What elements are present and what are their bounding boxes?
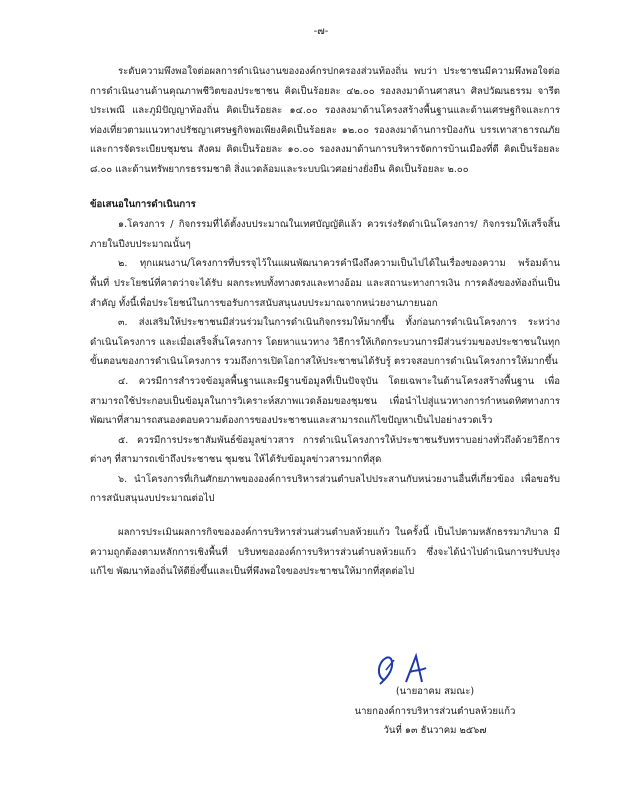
signer-position: นายกองค์การบริหารส่วนตำบลห้วยแก้ว bbox=[354, 705, 516, 717]
recommendation-item-2: ๒. ทุกแผนงาน/โครงการที่บรรจุไว้ในแผนพัฒนาควรคำนึงถึงความเป็นไปได้ในเรื่องของความ พร้อมด้านพื้นที่ ประโยชน์ที่คาดว่าจะได้รับ ผลกระทบทั้งทางตรงและทางอ้อม และสถานะทางการเงิน การคลังของท้องถิ่นเป็นสำคัญ ทั้งนี้เพื่อประโยชน์ในการขอรับการสนับสนุนงบประมาณจากหน่วยงานภายนอก bbox=[90, 258, 560, 309]
signer-name: (นายอาคม สมณะ) bbox=[395, 686, 475, 697]
recommendation-item-6: ๖. นำโครงการที่เกินศักยภาพขององค์การบริหารส่วนตำบลไปประสานกับหน่วยงานอื่นที่เกี่ยวข้อง เพื่อขอรับการสนับสนุนงบประมาณต่อไป bbox=[90, 473, 560, 505]
document-body bbox=[90, 62, 560, 582]
conclusion-paragraph: ผลการประเมินผลการกิจขององค์การบริหารส่วนส่วนตำบลห้วยแก้ว ในครั้งนี้ เป็นไปตามหลักธรรมาภิบาล มีความถูกต้องตามหลักการเชิงพื้นที่ บริบทขององค์การบริหารส่วนตำบลห้วยแก้ว ซึ่งจะได้นำไปดำเนินการปรับปรุง แก้ไข พัฒนาท้องถิ่นให้ดียิ่งขึ้นและเป็นที่พึงพอใจของประชาชนให้มากที่สุดต่อไป bbox=[90, 527, 560, 578]
section-heading: ข้อเสนอในการดำเนินการ bbox=[90, 198, 196, 210]
recommendation-item-5: ๕. ควรมีการประชาสัมพันธ์ข้อมูลข่าวสาร การดำเนินโครงการให้ประชาชนรับทราบอย่างทั่วถึงด้วยวิธีการต่างๆ ที่สามารถเข้าถึงประชาชน ชุมชน ให้ได้รับข้อมูลข่าวสารมากที่สุด bbox=[90, 434, 560, 466]
recommendation-item-3: ๓. ส่งเสริมให้ประชาชนมีส่วนร่วมในการดำเนินกิจกรรมให้มากขึ้น ทั้งก่อนการดำเนินโครงการ ระหว่างดำเนินโครงการ และเมื่อเสร็จสิ้นโครงการ โดยหาแนวทาง วิธีการให้เกิดกระบวนการมีส่วนร่วมของประชาชนในทุกขั้นตอนของการดำเนินโครงการ รวมถึงการเปิดโอกาสให้ประชาชนได้รับรู้ ตรวจสอบการดำเนินโครงการให้มากขึ้น bbox=[90, 317, 560, 368]
intro-paragraph: ระดับความพึงพอใจต่อผลการดำเนินงานขององค์กรปกครองส่วนท้องถิ่น พบว่า ประชาชนมีความพึงพอใจต่อการดำเนินงานด้านคุณภาพชีวิตของประชาชน คิดเป็นร้อยละ ๔๒.๐๐ รองลงมาด้านศาสนา ศิลปวัฒนธรรม จารีตประเพณี และภูมิปัญญาท้องถิ่น คิดเป็นร้อยละ ๑๔.๐๐ รองลงมาด้านโครงสร้างพื้นฐานและด้านเศรษฐกิจและการท่องเที่ยวตามแนวทางปรัชญาเศรษฐกิจพอเพียงคิดเป็นร้อยละ ๑๒.๐๐ รองลงมาด้านการป้องกัน บรรเทาสาธารณภัยและการจัดระเบียบชุมชน สังคม คิดเป็นร้อยละ ๑๐.๐๐ รองลงมาด้านการบริหารจัดการบ้านเมืองที่ดี คิดเป็นร้อยละ ๘.๐๐ และด้านทรัพยากรธรรมชาติ สิ่งแวดล้อมและระบบนิเวศอย่างยั่งยืน คิดเป็นร้อยละ ๒.๐๐ bbox=[90, 66, 560, 175]
recommendation-item-4: ๔. ควรมีการสำรวจข้อมูลพื้นฐานและมีฐานข้อมูลที่เป็นปัจจุบัน โดยเฉพาะในด้านโครงสร้างพื้นฐาน เพื่อสามารถใช้ประกอบเป็นข้อมูลในการวิเคราะห์สภาพแวดล้อมของชุมชน เพื่อนำไปสู่แนวทางการกำหนดทิศทางการพัฒนาที่สามารถสนองตอบความต้องการของประชาชนและสามารถแก้ไขปัญหาเป็นไปอย่างรวดเร็ว bbox=[90, 375, 560, 427]
page-number: -๗- bbox=[313, 26, 329, 37]
signature-block bbox=[330, 658, 540, 741]
signature-date: วันที่ ๑๓ ธันวาคม ๒๕๖๗ bbox=[383, 725, 487, 737]
recommendation-item-1: ๑.โครงการ / กิจกรรมที่ได้ตั้งงบประมาณในเทศบัญญัติแล้ว ควรเร่งรัดดำเนินโครงการ/ กิจกรรมให้เสร็จสิ้นภายในปีงบประมาณนั้นๆ bbox=[90, 219, 560, 250]
